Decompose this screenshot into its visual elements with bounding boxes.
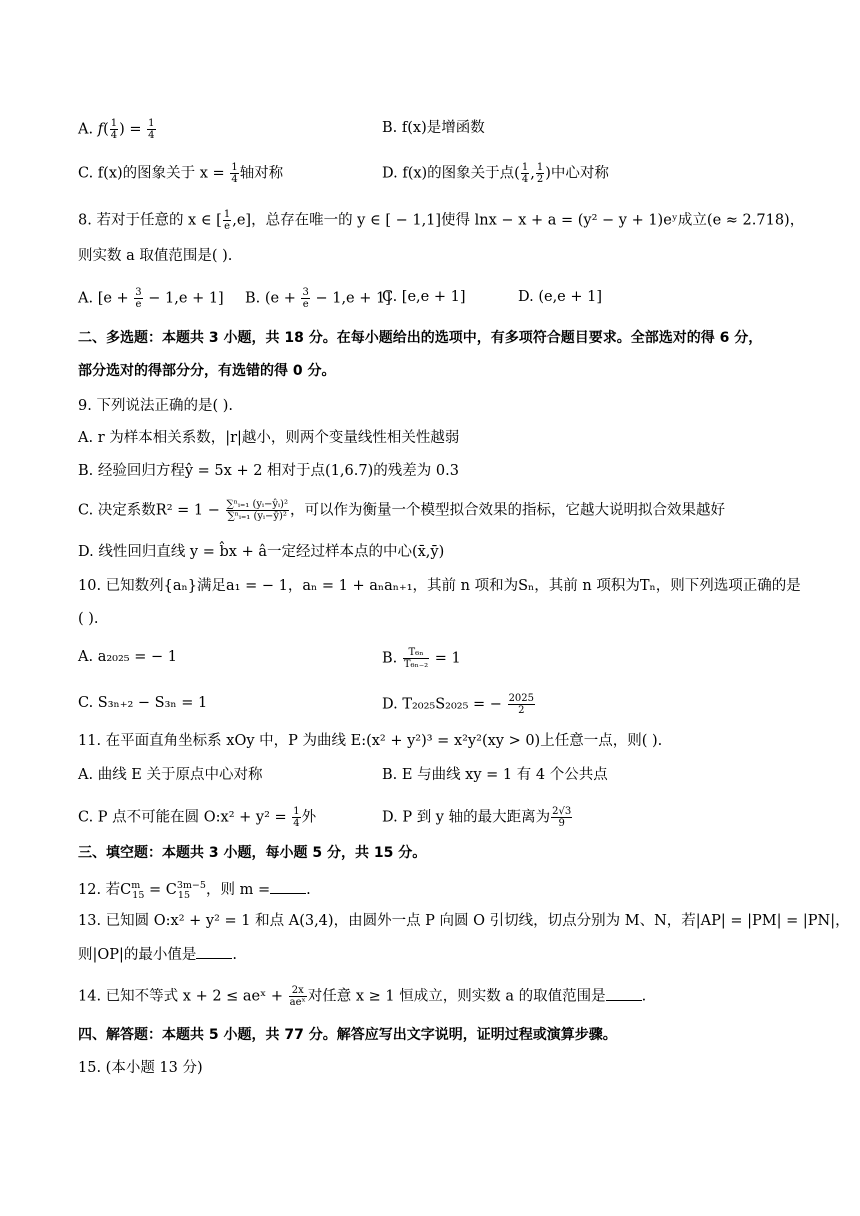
q7-option-a: A. f( $\frac{1}{4}$ ) = $\frac{1}{4}$	[78, 118, 155, 141]
q7-option-c: C. f(x)的图象关于 x = $\frac{1}{4}$ 轴对称	[78, 162, 284, 185]
q8-stem-line2: 则实数 a 取值范围是( ).	[78, 248, 233, 264]
q10-stem-line1: 10. 已知数列{aₙ}满足a₁ = − 1，aₙ = 1 + aₙaₙ₊₁，其前 n 项和为Sₙ，其前 n 项积为Tₙ，则下列选项正确的是	[78, 578, 801, 594]
q8-stem-line1: 8. 若对于任意的 x ∈ [ $\frac{1}{e}$ ,e]，总存在唯一的 y ∈ [ − 1,1]使得 lnx − x + a = (y² − y + 1)eʸ成立(e ≈ 2.718)，	[78, 209, 805, 232]
fraction: $\frac{\text{∑ⁿᵢ₌₁ (yᵢ−ŷᵢ)²}}{\text{∑ⁿᵢ₌₁ (yᵢ−ȳ)²}}$	[226, 499, 288, 522]
q8-option-d: D. (e,e + 1]	[518, 289, 603, 305]
q9-stem: 9. 下列说法正确的是( ).	[78, 398, 233, 414]
fraction: $\frac{1}{e}$	[223, 209, 231, 232]
q13-stem-line1: 13. 已知圆 O:x² + y² = 1 和点 A(3,4)，由圆外一点 P 向圆 O 引切线，切点分别为 M、N，若|AP| = |PM| = |PN|，	[78, 913, 850, 929]
fraction: $\frac{2√3}{9}$	[552, 806, 572, 829]
q9-option-a: A. r 为样本相关系数，|r|越小，则两个变量线性相关性越弱	[78, 430, 460, 446]
q11-option-a: A. 曲线 E 关于原点中心对称	[78, 767, 263, 783]
fraction: $\frac{1}{2}$	[536, 162, 544, 185]
q9-option-c: C. 决定系数R² = 1 − $\frac{\text{∑ⁿᵢ₌₁ (yᵢ−ŷᵢ)²}}{\text{∑ⁿᵢ₌₁ (yᵢ−ȳ)²}}$ ，可以作为衡量一个模型拟合效果的指标，它越大说明拟合效果越好	[78, 499, 725, 522]
q15-stem: 15. (本小题 13 分)	[78, 1060, 203, 1076]
fraction: $\frac{3}{e}$	[302, 287, 309, 310]
q13-stem-line2: 则|OP|的最小值是 .	[78, 947, 238, 963]
q10-option-c: C. S₃ₙ₊₂ − S₃ₙ = 1	[78, 695, 208, 711]
q11-stem: 11. 在平面直角坐标系 xOy 中，P 为曲线 E:(x² + y²)³ = x²y²(xy > 0)上任意一点，则( ).	[78, 733, 663, 749]
q10-option-d: D. T₂₀₂₅S₂₀₂₅ = − $\frac{2025}{2}$	[382, 693, 535, 716]
q9-option-b: B. 经验回归方程ŷ = 5x + 2 相对于点(1,6.7)的残差为 0.3	[78, 463, 459, 479]
fraction: $\frac{1}{4}$	[148, 118, 155, 141]
q11-option-b: B. E 与曲线 xy = 1 有 4 个公共点	[382, 767, 608, 783]
q7-option-d: D. f(x)的图象关于点( $\frac{1}{4}$ , $\frac{1}{2}$ )中心对称	[382, 162, 609, 185]
fraction: $\frac{\text{T₆ₙ}}{\text{T₆ₙ₋₂}}$	[403, 647, 429, 670]
q10-option-a: A. a₂₀₂₅ = − 1	[78, 649, 177, 665]
fraction: $\frac{2025}{2}$	[508, 693, 535, 716]
section-4-heading: 四、解答题：本题共 5 小题，共 77 分。解答应写出文字说明，证明过程或演算步骤。	[78, 1027, 617, 1043]
fraction: $\frac{2x}{\text{aeˣ}}$	[289, 985, 306, 1008]
answer-blank	[196, 946, 232, 959]
fraction: $\frac{3}{e}$	[135, 287, 142, 310]
answer-blank	[270, 881, 306, 894]
q14-stem: 14. 已知不等式 x + 2 ≤ aeˣ + $\frac{2x}{\text{aeˣ}}$ 对任意 x ≥ 1 恒成立，则实数 a 的取值范围是 .	[78, 985, 647, 1008]
q7-option-b: B. f(x)是增函数	[382, 120, 485, 136]
section-2-heading-line2: 部分选对的得部分分，有选错的得 0 分。	[78, 363, 336, 379]
q9-option-d: D. 线性回归直线 y = b̂x + â一定经过样本点的中心(x̄,ȳ)	[78, 544, 445, 560]
fraction: $\frac{1}{4}$	[231, 162, 238, 185]
q12-stem: 12. 若$C^m_{15} = C^{3m-5}_{15}$ ，则 m = .	[78, 880, 311, 901]
fraction: $\frac{1}{4}$	[110, 118, 118, 141]
section-2-heading-line1: 二、多选题：本题共 3 小题，共 18 分。在每小题给出的选项中，有多项符合题目要求。全部选对的得 6 分，	[78, 330, 763, 346]
answer-blank	[606, 988, 642, 1001]
q10-stem-line2: ( ).	[78, 611, 99, 627]
q8-option-c: C. [e,e + 1]	[382, 289, 466, 305]
q11-option-d: D. P 到 y 轴的最大距离为 $\frac{2√3}{9}$	[382, 806, 572, 829]
q8-option-a: A. [e + $\frac{3}{e}$ − 1,e + 1]	[78, 287, 224, 310]
section-3-heading: 三、填空题：本题共 3 小题，每小题 5 分，共 15 分。	[78, 845, 427, 861]
q11-option-c: C. P 点不可能在圆 O:x² + y² = $\frac{1}{4}$ 外	[78, 806, 317, 829]
fraction: $\frac{1}{4}$	[521, 162, 529, 185]
q10-option-b: B. $\frac{\text{T₆ₙ}}{\text{T₆ₙ₋₂}}$ = 1	[382, 647, 461, 670]
q8-option-b: B. (e + $\frac{3}{e}$ − 1,e + 1]	[245, 287, 391, 310]
fraction: $\frac{1}{4}$	[293, 806, 300, 829]
